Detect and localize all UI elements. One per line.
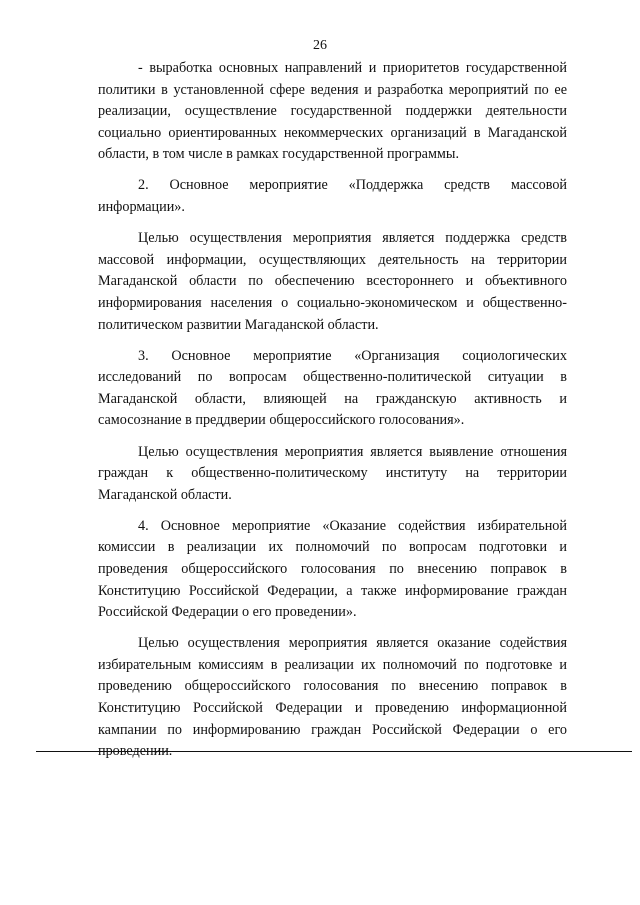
document-body xyxy=(98,58,567,763)
page-number: 26 xyxy=(313,38,327,53)
paragraph-measure-4-title: 4. Основное мероприятие «Оказание содействия избирательной комиссии в реализации их полномочий по вопросам подготовки и проведения общероссийского голосования по внесению поправок в Конституцию Российской Федерации, а также информирование граждан Российской Федерации о его проведении». xyxy=(98,517,567,621)
paragraph-policy-directions: - выработка основных направлений и приоритетов государственной политики в установленной сфере ведения и разработка мероприятий по ее реализации, осуществление государственной поддержки деятельности социально ориентированных некоммерческих организаций в Магаданской области, в том числе в рамках государственной программы. xyxy=(98,60,567,163)
paragraph-measure-2-goal: Целью осуществления мероприятия является поддержка средств массовой информации, осуществляющих деятельность на территории Магаданской области по обеспечению всестороннего и объективного информирования населения о социально-экономическом и общественно-политическом развитии Магаданской области. xyxy=(98,230,567,333)
paragraph-measure-3-goal: Целью осуществления мероприятия является выявление отношения граждан к общественно-политическому институту на территории Магаданской области. xyxy=(98,443,567,503)
paragraph-measure-3-title: 3. Основное мероприятие «Организация социологических исследований по вопросам общественно-политической ситуации в Магаданской области, влияющей на гражданскую активность и самосознание в преддверии общероссийского голосования». xyxy=(98,347,567,429)
paragraph-measure-2-title: 2. Основное мероприятие «Поддержка средств массовой информации». xyxy=(98,177,567,216)
paragraph-measure-4-goal: Целью осуществления мероприятия является оказание содействия избирательным комиссиям в реализации их полномочий по подготовке и проведению общероссийского голосования по внесению поправок в Конституцию Российской Федерации и проведению информационной кампании по информированию граждан Российской Федерации о его проведении. xyxy=(98,635,567,760)
footer-divider xyxy=(36,751,632,752)
